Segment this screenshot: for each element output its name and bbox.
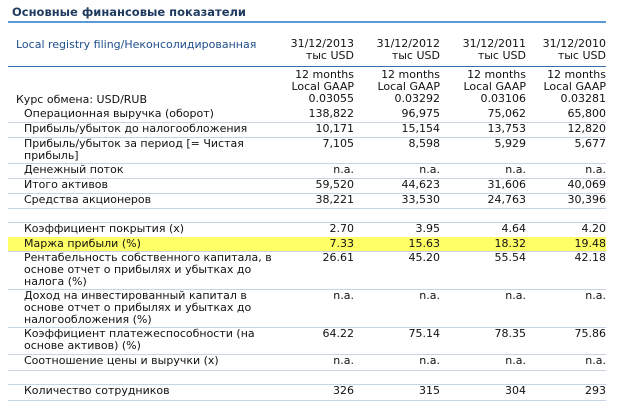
row-value: 326: [333, 384, 354, 397]
table-row: [8, 327, 606, 355]
column-subheader-2011: [446, 69, 526, 105]
row-value: 31,606: [487, 178, 526, 191]
row-value: 2.70: [329, 222, 354, 235]
row-label: Прибыль/убыток за период [= Чистая прибыль]: [24, 137, 244, 162]
row-value: n.a.: [585, 163, 606, 176]
row-value: 7.33: [329, 237, 354, 250]
row-value: 55.54: [494, 251, 526, 264]
section-title-bar: [8, 4, 606, 23]
row-label: Прибыль/убыток до налогообложения: [24, 122, 248, 135]
row-value: 18.32: [494, 237, 526, 250]
row-value: 65,800: [567, 107, 606, 120]
row-value: 5,677: [574, 137, 606, 150]
row-value: 59,520: [315, 178, 354, 191]
column-standard: Local GAAP: [543, 80, 606, 93]
column-subheader-2012: [360, 69, 440, 105]
column-date: 31/12/2010: [542, 37, 606, 50]
column-header-2012: [360, 38, 440, 62]
row-label: Количество сотрудников: [24, 384, 170, 397]
row-value: 138,822: [308, 107, 354, 120]
table-row-highlighted: [8, 237, 606, 252]
column-rate: 0.03292: [394, 92, 440, 105]
row-value: 13,753: [487, 122, 526, 135]
row-label: Денежный поток: [24, 163, 124, 176]
section-title: Основные финансовые показатели: [12, 5, 246, 19]
column-header-2013: [274, 38, 354, 62]
column-rate: 0.03055: [308, 92, 354, 105]
column-standard: Local GAAP: [377, 80, 440, 93]
row-value: 19.48: [574, 237, 606, 250]
row-label: Рентабельность собственного капитала, в основе отчет о прибылях и убытках до налога (%): [24, 251, 272, 288]
row-value: 4.64: [501, 222, 526, 235]
row-value: 293: [585, 384, 606, 397]
row-value: n.a.: [333, 163, 354, 176]
row-value: 75,062: [487, 107, 526, 120]
column-date: 31/12/2012: [376, 37, 440, 50]
row-value: n.a.: [505, 163, 526, 176]
row-value: 38,221: [315, 193, 354, 206]
row-value: 5,929: [494, 137, 526, 150]
row-value: 75.86: [574, 327, 606, 340]
row-value: 44,623: [401, 178, 440, 191]
row-value: 24,763: [487, 193, 526, 206]
column-subheader-2013: [274, 69, 354, 105]
row-label: Доход на инвестированный капитал в основе отчет о прибылях и убытках до налогообложения (%): [24, 289, 252, 326]
table-row: [8, 251, 606, 290]
row-value: n.a.: [419, 163, 440, 176]
row-value: n.a.: [333, 289, 354, 302]
row-label: Средства акционеров: [24, 193, 152, 206]
row-value: 42.18: [574, 251, 606, 264]
row-value: n.a.: [419, 289, 440, 302]
row-value: n.a.: [505, 354, 526, 367]
row-label: Операционная выручка (оборот): [24, 107, 214, 120]
filing-type-header: Local registry filing/Неконсолидированная: [16, 38, 257, 51]
row-value: 10,171: [315, 122, 354, 135]
exchange-rate-label: Курс обмена: USD/RUB: [16, 93, 148, 106]
table-row: [8, 208, 606, 223]
row-value: 75.14: [408, 327, 440, 340]
row-value: 45.20: [408, 251, 440, 264]
row-value: n.a.: [585, 289, 606, 302]
row-value: 304: [505, 384, 526, 397]
column-header-2011: [446, 38, 526, 62]
row-value: 15.63: [408, 237, 440, 250]
row-value: 64.22: [322, 327, 354, 340]
column-date: 31/12/2011: [462, 37, 526, 50]
table-row: [8, 137, 606, 164]
row-value: 315: [419, 384, 440, 397]
table-row: [8, 354, 606, 371]
column-date: 31/12/2013: [290, 37, 354, 50]
table-row: [8, 178, 606, 194]
table-row: [8, 370, 606, 385]
table-row: [8, 122, 606, 138]
table-row: [8, 222, 606, 238]
row-value: n.a.: [505, 289, 526, 302]
row-value: n.a.: [333, 354, 354, 367]
column-unit: тыс USD: [477, 49, 526, 62]
row-label: Итого активов: [24, 178, 109, 191]
table-row: [8, 384, 606, 401]
row-value: 78.35: [494, 327, 526, 340]
column-unit: тыс USD: [305, 49, 354, 62]
column-period: 12 months: [295, 68, 354, 81]
row-value: 26.61: [322, 251, 354, 264]
row-value: 7,105: [322, 137, 354, 150]
row-value: 4.20: [581, 222, 606, 235]
row-value: 96,975: [401, 107, 440, 120]
column-subheader-2010: [526, 69, 606, 105]
column-header-2010: [526, 38, 606, 62]
table-row: [8, 107, 606, 123]
table-row: [8, 163, 606, 179]
column-rate: 0.03106: [480, 92, 526, 105]
column-unit: тыс USD: [391, 49, 440, 62]
table-row: [8, 193, 606, 209]
row-value: 30,396: [567, 193, 606, 206]
row-label: Коэффициент платежеспособности (на основе активов) (%): [24, 327, 255, 352]
column-standard: Local GAAP: [463, 80, 526, 93]
row-value: 3.95: [415, 222, 440, 235]
column-rate: 0.03281: [560, 92, 606, 105]
row-label: Соотношение цены и выручки (x): [24, 354, 219, 367]
column-period: 12 months: [381, 68, 440, 81]
row-value: 8,598: [408, 137, 440, 150]
row-value: 15,154: [401, 122, 440, 135]
row-value: 40,069: [567, 178, 606, 191]
table-row: [8, 289, 606, 328]
row-value: n.a.: [585, 354, 606, 367]
header-divider: [8, 66, 606, 67]
column-period: 12 months: [547, 68, 606, 81]
column-period: 12 months: [467, 68, 526, 81]
row-value: 33,530: [401, 193, 440, 206]
row-label: Коэффициент покрытия (x): [24, 222, 185, 235]
row-value: 12,820: [567, 122, 606, 135]
column-standard: Local GAAP: [291, 80, 354, 93]
row-label: Маржа прибыли (%): [24, 237, 141, 250]
column-unit: тыс USD: [557, 49, 606, 62]
row-value: n.a.: [419, 354, 440, 367]
